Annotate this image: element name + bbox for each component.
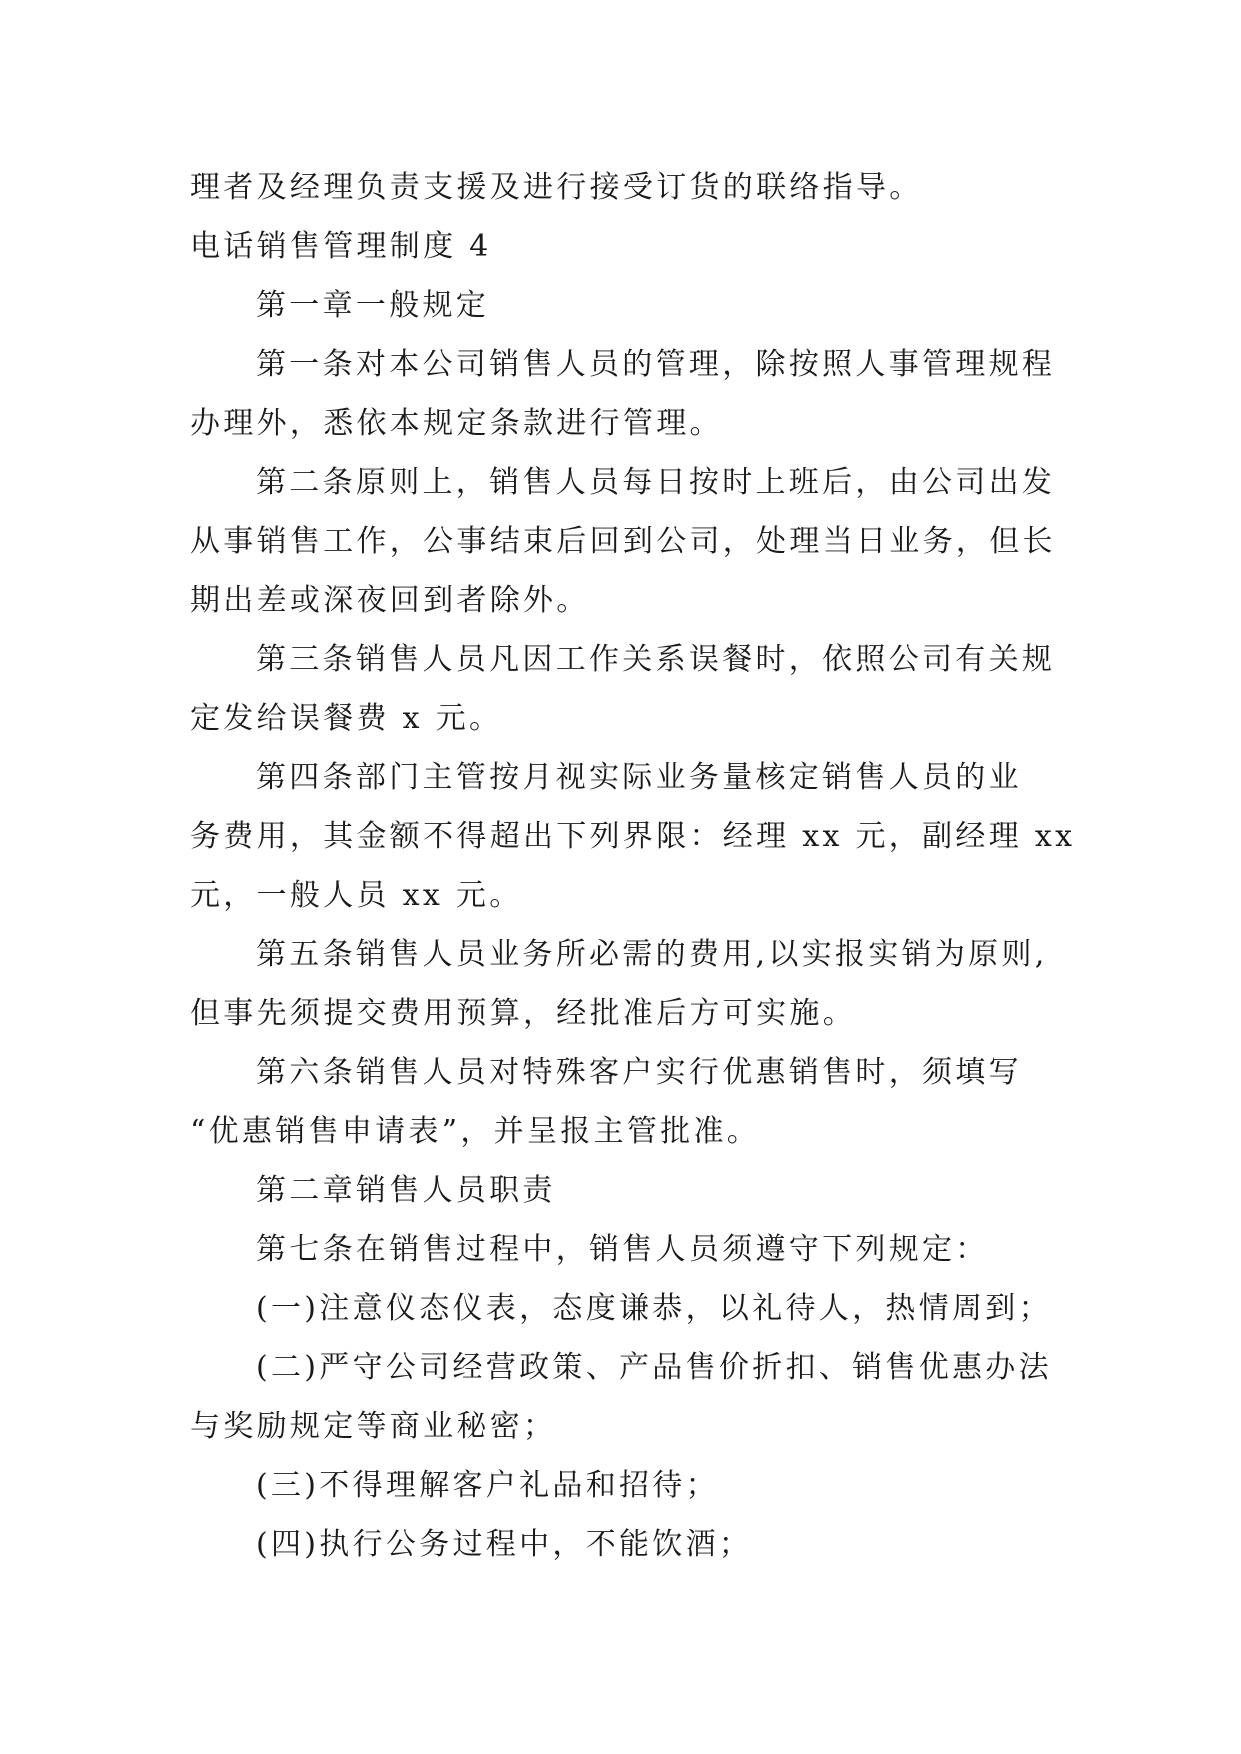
text-line: 期出差或深夜回到者除外。 [190,583,590,618]
text-line: 理者及经理负责支援及进行接受订货的联络指导。 [190,170,923,205]
text-line: 第二条原则上，销售人员每日按时上班后，由公司出发 [256,465,1056,500]
section-title: 电话销售管理制度 4 [190,229,492,264]
text-line: 务费用，其金额不得超出下列界限：经理 xx 元，副经理 xx [190,819,1076,854]
list-item: (一)注意仪态仪表，态度谦恭，以礼待人，热情周到； [256,1291,1052,1326]
text-line: 第一条对本公司销售人员的管理，除按照人事管理规程 [256,347,1056,382]
list-item: (二)严守公司经营政策、产品售价折扣、销售优惠办法 [256,1350,1052,1385]
text-line: 第七条在销售过程中，销售人员须遵守下列规定： [256,1232,989,1267]
text-line: 第五条销售人员业务所必需的费用,以实报实销为原则, [256,937,1048,972]
text-line: 但事先须提交费用预算，经批准后方可实施。 [190,996,856,1031]
document-body [190,158,1076,1574]
text-line: “优惠销售申请表”，并呈报主管批准。 [190,1114,761,1149]
text-line: 第四条部门主管按月视实际业务量核定销售人员的业 [256,760,1022,795]
text-line: 第六条销售人员对特殊客户实行优惠销售时，须填写 [256,1055,1022,1090]
chapter-heading: 第一章一般规定 [256,288,490,323]
list-item: (四)执行公务过程中，不能饮酒； [256,1527,753,1562]
chapter-heading: 第二章销售人员职责 [256,1173,556,1208]
text-line: 第三条销售人员凡因工作关系误餐时，依照公司有关规 [256,642,1056,677]
list-item: (三)不得理解客户礼品和招待； [256,1468,719,1503]
text-line: 与奖励规定等商业秘密； [190,1409,557,1444]
text-line: 元，一般人员 xx 元。 [190,878,523,913]
text-line: 办理外，悉依本规定条款进行管理。 [190,406,723,441]
text-line: 从事销售工作，公事结束后回到公司，处理当日业务，但长 [190,524,1056,559]
text-line: 定发给误餐费 x 元。 [190,701,503,736]
